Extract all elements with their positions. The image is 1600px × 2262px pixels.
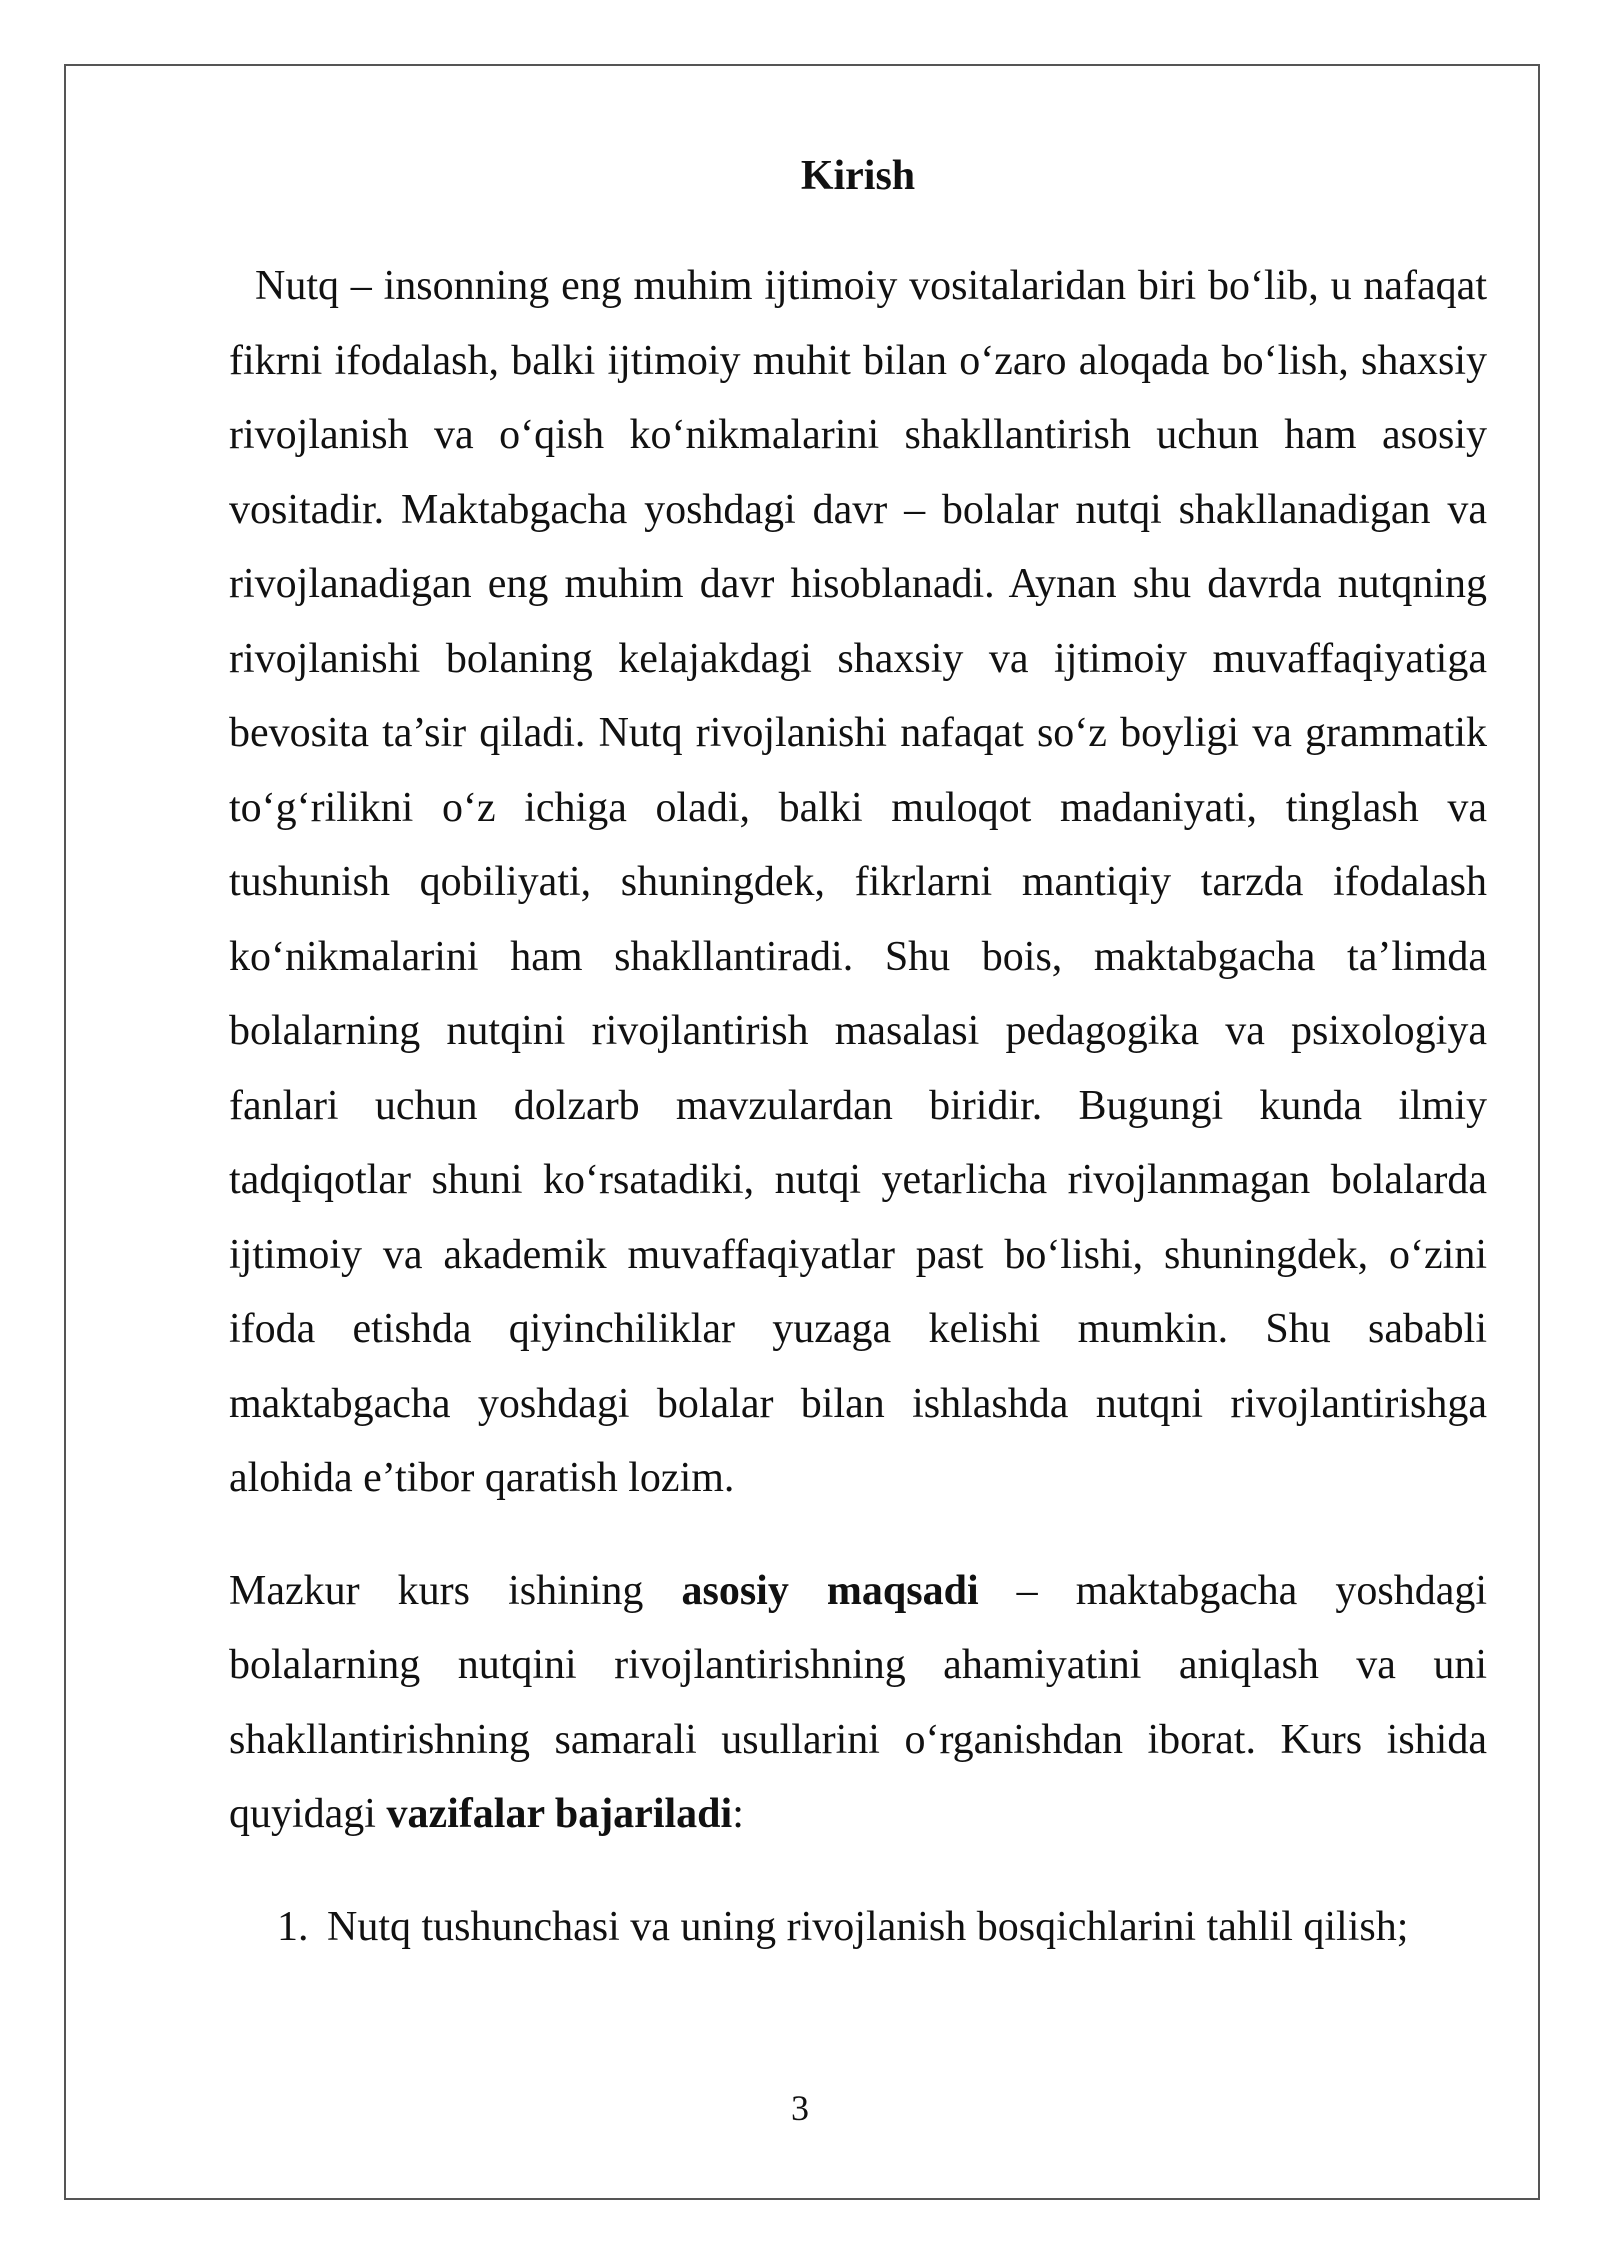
goal-emphasis-main-aim: asosiy maqsadi: [681, 1567, 979, 1614]
list-item-text: Nutq tushunchasi va uning rivojlanish bosqichlarini tahlil qilish;: [327, 1903, 1409, 1950]
list-item-number: 1.: [277, 1903, 309, 1950]
goal-paragraph: [229, 1554, 1487, 1852]
task-list: [229, 1890, 1487, 1965]
list-item: [277, 1890, 1487, 1965]
goal-text-part-2: – maktabgacha yoshdagi bolalarning nutqini rivojlantirishning ahamiyatini aniqlash va uni shakllantirishning samarali usullarini o‘rganishdan iborat. Kurs ishida quyidagi: [229, 1567, 1488, 1837]
goal-text-part-1: Mazkur kurs ishining: [229, 1567, 682, 1614]
intro-paragraph: Nutq – insonning eng muhim ijtimoiy vositalaridan biri bo‘lib, u nafaqat fikrni ifodalash, balki ijtimoiy muhit bilan o‘zaro aloqada bo‘lish, shaxsiy rivojlanish va o‘qish ko‘nikmalarini shakllantirish uchun ham asosiy vositadir. Maktabgacha yoshdagi davr – bolalar nutqi shakllanadigan va rivojlanadigan eng muhim davr hisoblanadi. Aynan shu davrda nutqning rivojlanishi bolaning kelajakdagi shaxsiy va ijtimoiy muvaffaqiyatiga bevosita ta’sir qiladi. Nutq rivojlanishi nafaqat so‘z boyligi va grammatik to‘g‘rilikni o‘z ichiga oladi, balki muloqot madaniyati, tinglash va tushunish qobiliyati, shuningdek, fikrlarni mantiqiy tarzda ifodalash ko‘nikmalarini ham shakllantiradi. Shu bois, maktabgacha ta’limda bolalarning nutqini rivojlantirish masalasi pedagogika va psixologiya fanlari uchun dolzarb mavzulardan biridir. Bugungi kunda ilmiy tadqiqotlar shuni ko‘rsatadiki, nutqi yetarlicha rivojlanmagan bolalarda ijtimoiy va akademik muvaffaqiyatlar past bo‘lishi, shuningdek, o‘zini ifoda etishda qiyinchiliklar yuzaga kelishi mumkin. Shu sababli maktabgacha yoshdagi bolalar bilan ishlashda nutqni rivojlantirishga alohida e’tibor qaratish lozim.: [229, 263, 1487, 1501]
page-number: 3: [791, 2088, 809, 2128]
section-title: Kirish: [800, 153, 916, 199]
goal-text-part-3: :: [732, 1791, 744, 1837]
goal-emphasis-tasks: vazifalar bajariladi: [386, 1791, 733, 1837]
page-content: [229, 145, 1487, 1964]
